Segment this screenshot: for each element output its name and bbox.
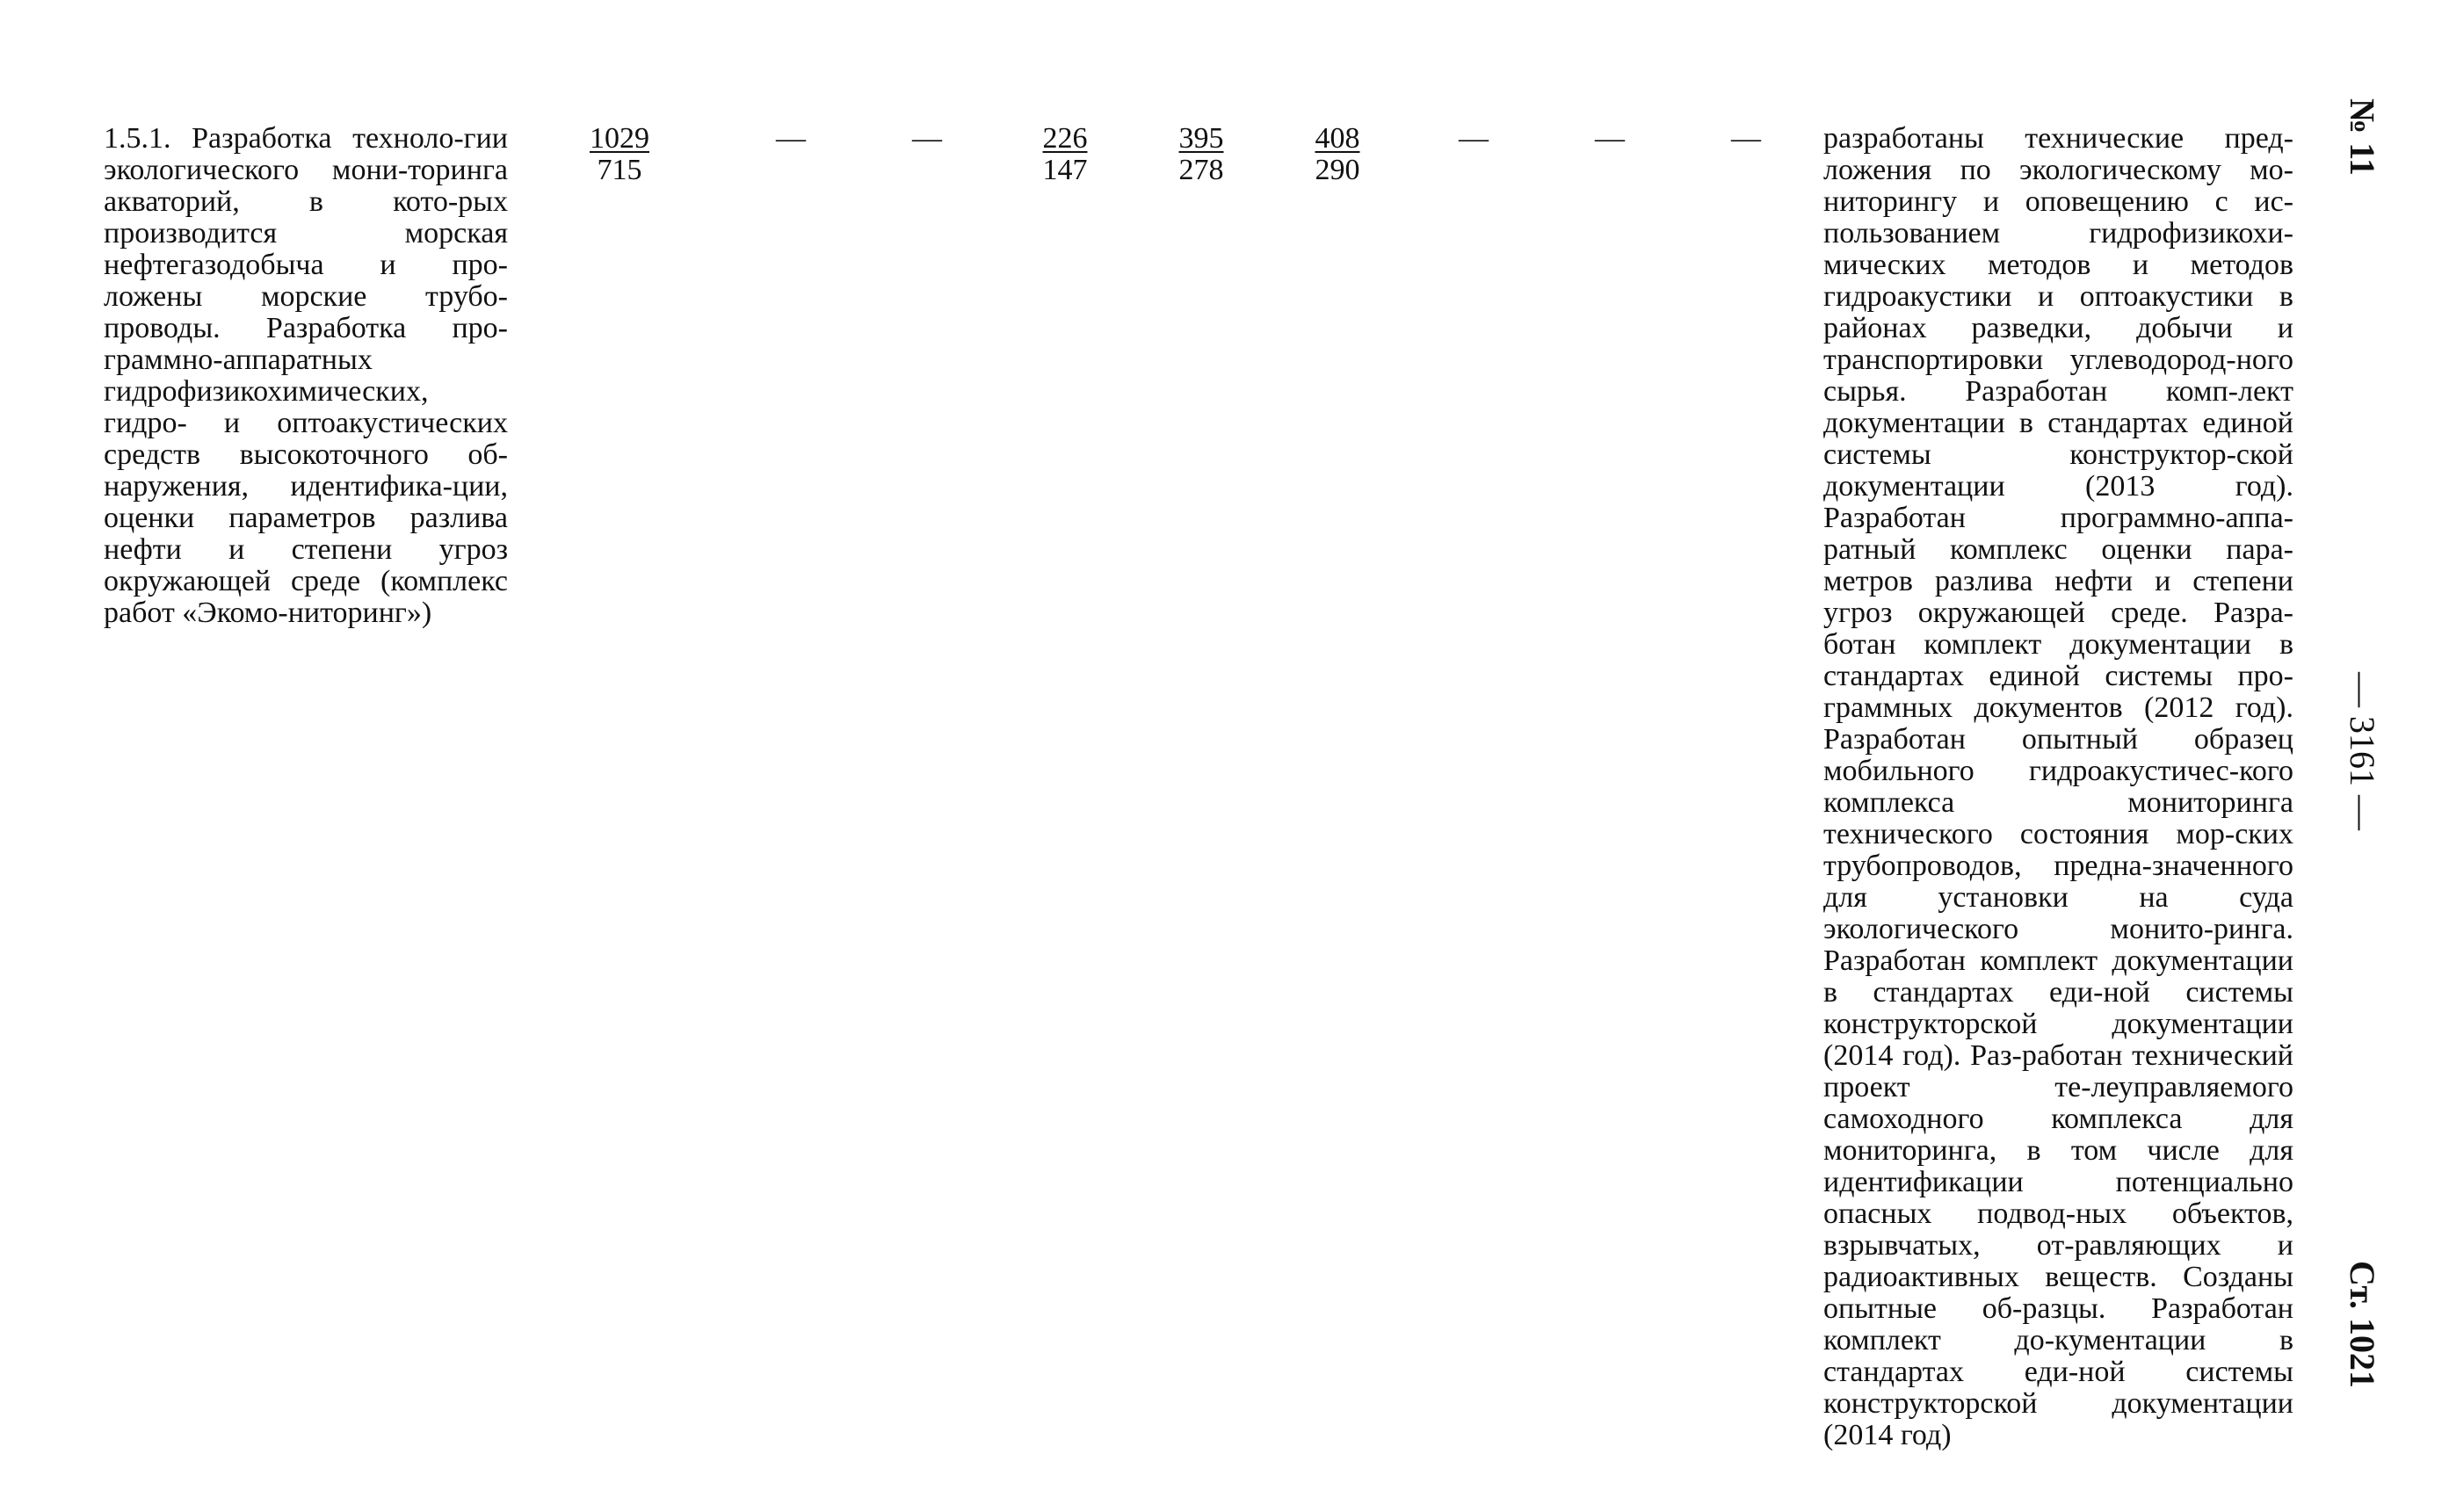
article-number: Ст. 1021 [2343, 1261, 2382, 1388]
value-total-bottom: 715 [597, 154, 642, 186]
row-description: 1.5.1. Разработка техноло-гии экологического мони-торинга акваторий, в кото-рых производится морская нефтегазодобыча и про-ложены морские трубо-проводы. Разработка про-граммно-аппаратных гидрофизикохимических, гидро- и оптоакустических средств высокоточного об-наружения, идентифика-ции, оценки параметров разлива нефти и степени угроз окружающей среде (комплекс работ «Экомо-ниторинг») [104, 122, 508, 629]
value-col-6-bottom: 290 [1315, 154, 1360, 186]
value-col-3: — [912, 122, 942, 155]
value-col-5-top: 395 [1178, 122, 1224, 155]
value-col-5-bottom: 278 [1178, 154, 1224, 186]
value-col-7: — [1459, 122, 1489, 155]
value-col-8: — [1595, 122, 1625, 155]
value-col-6 [1289, 123, 1386, 186]
value-col-4-top: 226 [1042, 122, 1088, 155]
issue-number: № 11 [2343, 98, 2382, 176]
value-col-9: — [1731, 122, 1761, 155]
value-total [571, 123, 668, 186]
value-col-6-top: 408 [1315, 122, 1360, 155]
row-result: разработаны технические пред-ложения по экологическому мо-ниторингу и оповещению с ис-пользованием гидрофизикохи-мических методов и методов гидроакустики и оптоакустики в районах разведки, добычи и транспортировки углеводород-ного сырья. Разработан комп-лект документации в стандартах единой системы конструктор-ской документации (2013 год). Разработан программно-аппа-ратный комплекс оценки пара-метров разлива нефти и степени угроз окружающей среде. Разра-ботан комплект документации в стандартах единой системы про-граммных документов (2012 год). Разработан опытный образец мобильного гидроакустичес-кого комплекса мониторинга технического состояния мор-ских трубопроводов, предна-значенного для установки на суда экологического монито-ринга. Разработан комплект документации в стандартах еди-ной системы конструкторской документации (2014 год). Раз-работан технический проект те-леуправляемого самоходного комплекса для мониторинга, в том числе для идентификации потенциально опасных подвод-ных объектов, взрывчатых, от-равляющих и радиоактивных веществ. Созданы опытные об-разцы. Разработан комплект до-кументации в стандартах еди-ной системы конструкторской документации (2014 год) [1823, 122, 2293, 1451]
value-col-4 [1017, 123, 1113, 186]
value-col-4-bottom: 147 [1042, 154, 1088, 186]
value-col-2: — [776, 122, 806, 155]
value-col-5 [1153, 123, 1250, 186]
page-number: — 3161 — [2343, 672, 2382, 830]
value-total-top: 1029 [590, 122, 649, 155]
